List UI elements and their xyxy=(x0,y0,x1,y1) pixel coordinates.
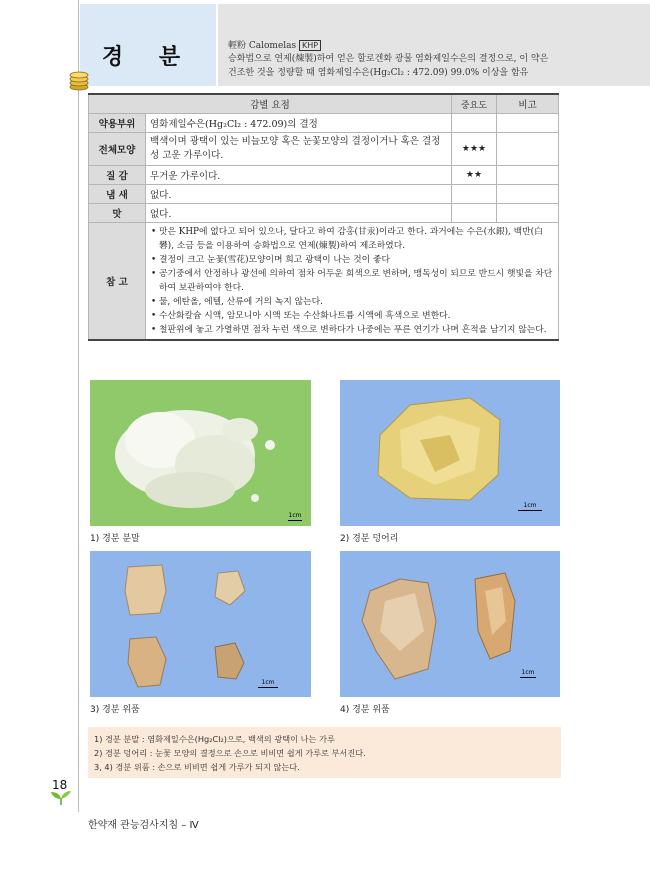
row-text: 염화제일수은(Hg₂Cl₂ : 472.09)의 결정 xyxy=(146,114,452,133)
table-header-row xyxy=(89,94,559,114)
row-importance xyxy=(452,204,497,223)
notes-row xyxy=(89,223,559,341)
photo-counterfeit-2 xyxy=(340,551,560,697)
row-text: 없다. xyxy=(146,185,452,204)
note-item: • 맛은 KHP에 없다고 되어 있으나, 달다고 하여 감홍(甘汞)이라고 한다. 과거에는 수은(水銀), 백반(白礬), 소금 등을 이용하여 승화법으로 연제(煉製)하여 제조하였다. xyxy=(151,227,543,251)
scale-bar-2 xyxy=(518,502,542,511)
row-remarks xyxy=(497,114,559,133)
row-remarks xyxy=(497,185,559,204)
counterfeit-pieces-image xyxy=(90,551,311,697)
row-remarks xyxy=(497,204,559,223)
photo-powder xyxy=(90,380,311,526)
header-description: 승화법으로 연제(煉製)하여 얻은 할로겐화 광물 염화제일수은의 결정으로, 이 약은 건조한 것을 정량할 때 염화제일수은(Hg₂Cl₂ : 472.09) 99.0% 이상을 함유 xyxy=(228,54,549,78)
scale-label: 1cm xyxy=(288,512,302,519)
scale-label: 1cm xyxy=(523,502,537,509)
footer-text: 한약재 관능검사지침 – Ⅳ xyxy=(88,820,199,831)
note-item: • 철판위에 놓고 가열하면 점차 누런 색으로 변하다가 나중에는 푸른 연기가 나며 흔적을 남기지 않는다. xyxy=(151,325,547,335)
note-item: • 공기중에서 안정하나 광선에 의하여 점차 어두운 회색으로 변하며, 맹독성이 되므로 반드시 햇빛을 차단하여 보관하여야 한다. xyxy=(151,269,553,293)
left-margin-line xyxy=(78,0,79,812)
page-title: 경 분 xyxy=(101,45,195,70)
photo-lump xyxy=(340,380,560,526)
photo-counterfeit-1 xyxy=(90,551,311,697)
khp-badge: KHP xyxy=(299,40,321,51)
note-item: • 물, 에탄올, 에텔, 산류에 거의 녹지 않는다. xyxy=(151,297,323,307)
footnote-box xyxy=(88,727,561,778)
row-label: 맛 xyxy=(89,204,146,223)
footnote-3: 3, 4) 경분 위품 : 손으로 비비면 쉽게 가루가 되지 않는다. xyxy=(94,762,300,772)
table-row xyxy=(89,166,559,185)
row-importance: ★★ xyxy=(452,166,497,185)
scale-label: 1cm xyxy=(261,679,275,686)
row-text: 없다. xyxy=(146,204,452,223)
header-importance: 중요도 xyxy=(452,94,497,114)
scale-bar-1 xyxy=(288,512,302,521)
notes-cell xyxy=(146,223,559,341)
table-row xyxy=(89,133,559,166)
row-importance: ★★★ xyxy=(452,133,497,166)
title-box xyxy=(80,4,216,86)
coin-stack-icon xyxy=(68,70,90,92)
note-item: • 수산화칼슘 시액, 암모니아 시액 또는 수산화나트륨 시액에 흑색으로 변한다. xyxy=(151,311,451,321)
sprout-icon xyxy=(50,790,72,806)
header-remarks: 비고 xyxy=(497,94,559,114)
table-row xyxy=(89,114,559,133)
table-row xyxy=(89,185,559,204)
row-importance xyxy=(452,114,497,133)
row-label: 질 감 xyxy=(89,166,146,185)
identification-table xyxy=(88,93,559,341)
scale-label: 1cm xyxy=(521,669,535,676)
photo-caption-2: 2) 경분 덩어리 xyxy=(340,534,399,544)
latin-name: 輕粉 Calomelas xyxy=(228,41,297,51)
row-label: 냄 새 xyxy=(89,185,146,204)
scale-bar-3 xyxy=(258,679,278,688)
footnote-2: 2) 경분 덩어리 : 눈꽃 모양의 결정으로 손으로 비비면 쉽게 가루로 부서진다. xyxy=(94,748,366,758)
row-text: 백색이며 광택이 있는 비늘모양 혹은 눈꽃모양의 결정이거나 혹은 결정성 고운 가루이다. xyxy=(146,133,452,166)
row-label: 약용부위 xyxy=(89,114,146,133)
row-remarks xyxy=(497,166,559,185)
note-item: • 결정이 크고 눈꽃(雪花)모양이며 희고 광택이 나는 것이 좋다 xyxy=(151,255,390,265)
row-text: 무거운 가루이다. xyxy=(146,166,452,185)
row-label: 전체모양 xyxy=(89,133,146,166)
photo-caption-4: 4) 경분 위품 xyxy=(340,705,390,715)
table-row xyxy=(89,204,559,223)
notes-label: 참 고 xyxy=(89,223,146,341)
page-number: 18 xyxy=(52,778,68,792)
latin-name-line xyxy=(228,38,321,51)
row-importance xyxy=(452,185,497,204)
scale-bar-4 xyxy=(520,669,536,678)
powder-pile-image xyxy=(90,380,311,526)
row-remarks xyxy=(497,133,559,166)
header-criteria: 감별 요점 xyxy=(89,94,452,114)
footnote-1: 1) 경분 분말 : 염화제일수은(Hg₂Cl₂)으로, 백색의 광택이 나는 가루 xyxy=(94,734,335,744)
photo-caption-3: 3) 경분 위품 xyxy=(90,705,140,715)
photo-caption-1: 1) 경분 분말 xyxy=(90,534,140,544)
